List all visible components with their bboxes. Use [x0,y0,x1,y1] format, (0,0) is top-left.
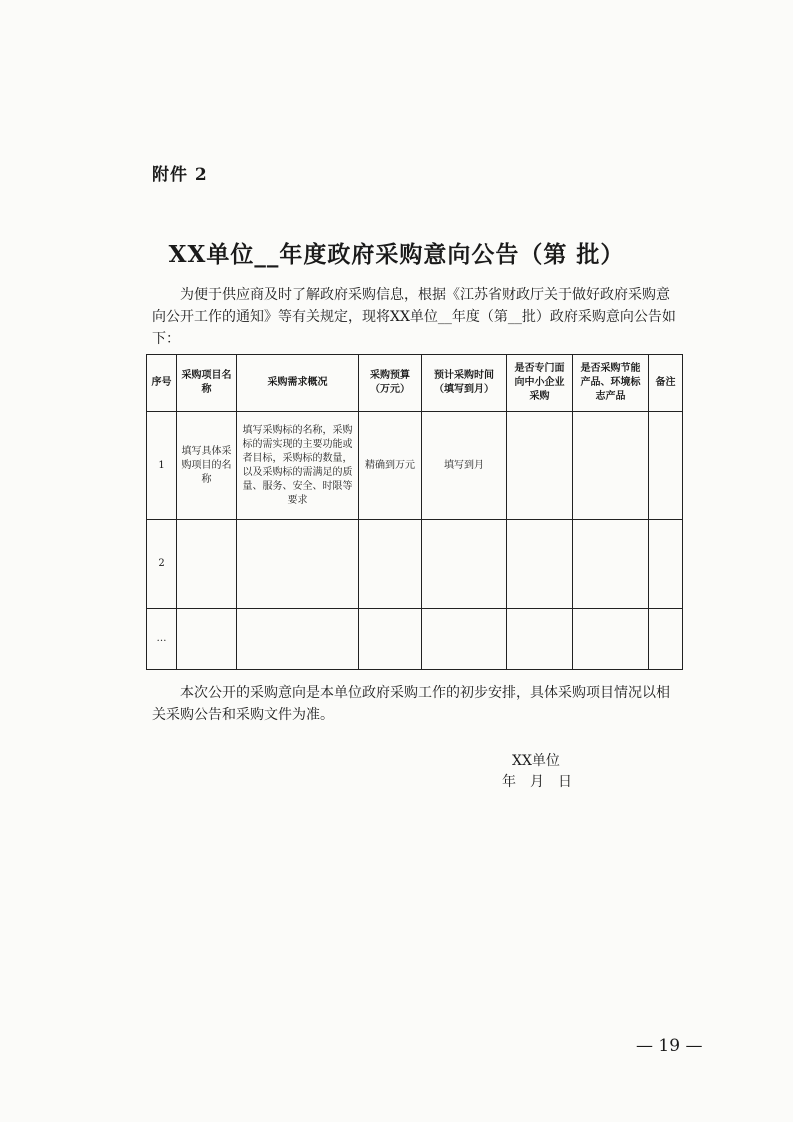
header-cell: 序号 [147,355,177,412]
signature-unit: XX单位 [512,753,560,769]
table-cell [507,412,573,520]
header-cell: 是否专门面向中小企业采购 [507,355,573,412]
table-cell [359,609,422,670]
table-cell [422,609,507,670]
table-cell [237,520,359,609]
table-cell [507,609,573,670]
header-cell: 采购需求概况 [237,355,359,412]
table-cell [573,609,649,670]
table-cell: … [147,609,177,670]
header-cell: 备注 [649,355,683,412]
table-cell: 2 [147,520,177,609]
table-cell: 填写采购标的名称，采购标的需实现的主要功能或者目标，采购标的数量，以及采购标的需满足的质量、服务、安全、时限等要求 [237,412,359,520]
table-cell [507,520,573,609]
table-cell [422,520,507,609]
header-cell: 是否采购节能产品、环境标志产品 [573,355,649,412]
attachment-label: 附件 2 [152,165,208,185]
footer-note-text: 本次公开的采购意向是本单位政府采购工作的初步安排，具体采购项目情况以相关采购公告和采购文件为准。 [152,685,670,723]
page-title: XX单位__年度政府采购意向公告（第 批） [168,241,625,268]
table-cell [573,412,649,520]
signature-date: 年 月 日 [502,774,572,790]
table-cell [177,520,237,609]
page-number: — 19 — [636,1036,703,1056]
table-cell: 精确到万元 [359,412,422,520]
table-cell: 1 [147,412,177,520]
table-header-row [147,355,683,412]
table-row [147,412,683,520]
table-cell [237,609,359,670]
header-cell: 采购项目名称 [177,355,237,412]
footer-note [152,682,682,726]
header-cell: 预计采购时间（填写到月） [422,355,507,412]
table-row [147,520,683,609]
table-cell [649,520,683,609]
table-cell: 填写具体采购项目的名称 [177,412,237,520]
intro-paragraph [152,284,682,350]
table-row [147,609,683,670]
table-cell: 填写到月 [422,412,507,520]
intro-text: 为便于供应商及时了解政府采购信息，根据《江苏省财政厅关于做好政府采购意向公开工作的通知》等有关规定，现将XX单位__年度（第__批）政府采购意向公告如下： [152,287,676,347]
header-cell: 采购预算（万元） [359,355,422,412]
table-cell [359,520,422,609]
table-cell [649,412,683,520]
table-cell [649,609,683,670]
procurement-table [146,354,683,670]
table-cell [573,520,649,609]
table-cell [177,609,237,670]
